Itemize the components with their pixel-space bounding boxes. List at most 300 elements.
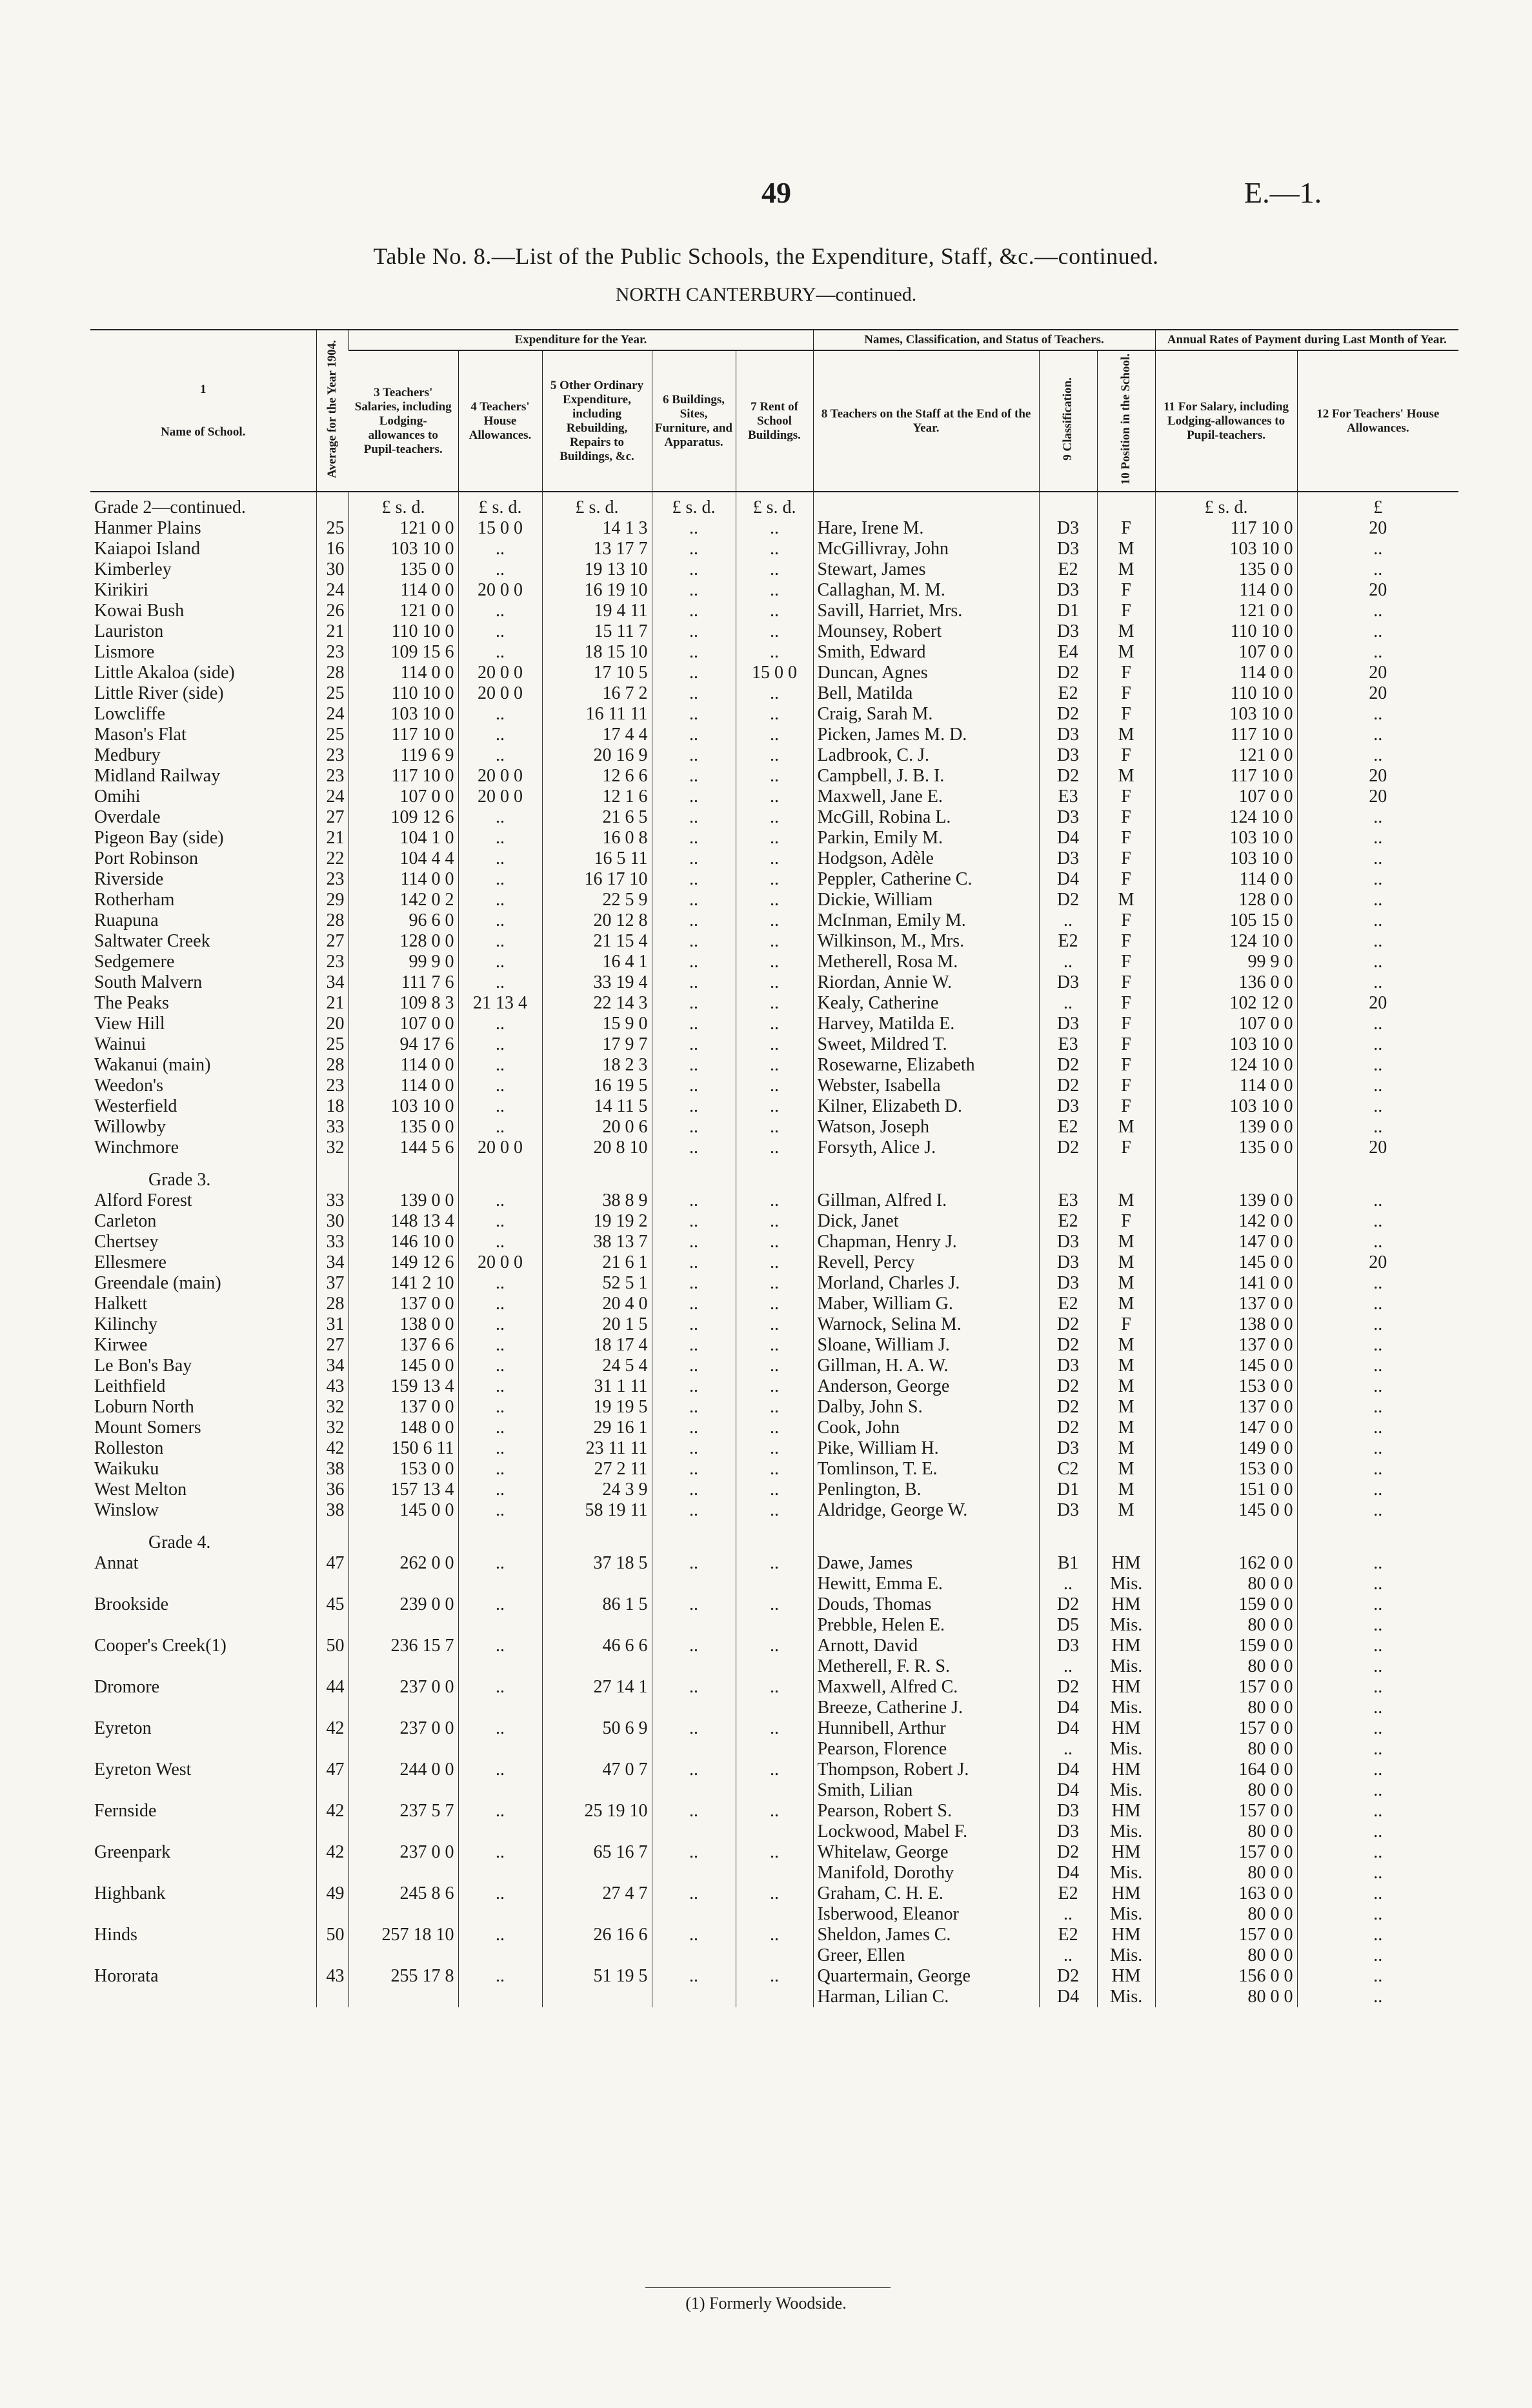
house-allowance-value: .. [458,848,542,869]
buildings-value [652,1739,736,1760]
rent-value: .. [736,972,813,993]
average-attendance: 18 [316,1096,348,1117]
salary-rate-value: 114 0 0 [1155,663,1297,683]
salaries-value: 94 17 6 [348,1034,458,1055]
teacher-classification: D1 [1039,601,1097,621]
teacher-name: McGill, Robina L. [813,807,1039,828]
teacher-name: Dalby, John S. [813,1397,1039,1418]
school-name: Overdale [94,807,161,828]
house-allowance-value: .. [458,745,542,766]
house-allowance-value: .. [458,931,542,952]
salaries-value: 138 0 0 [348,1314,458,1335]
other-expenditure-value: 16 11 11 [542,704,652,725]
header-average: Average for the Year 1904. [316,330,348,492]
teacher-position: F [1097,704,1155,725]
teacher-position: F [1097,869,1155,890]
average-attendance: 23 [316,952,348,972]
buildings-value: .. [652,1842,736,1863]
units-label: £ s. d. [736,492,813,518]
other-expenditure-value: 21 6 5 [542,807,652,828]
teacher-position: M [1097,621,1155,642]
buildings-value: .. [652,539,736,559]
school-name: Kimberley [94,559,172,580]
school-name: Saltwater Creek [94,931,210,952]
average-attendance: 23 [316,766,348,787]
teacher-position: F [1097,745,1155,766]
teacher-name: Sheldon, James C. [813,1925,1039,1945]
page-number: 49 [761,176,791,209]
buildings-value [652,1574,736,1594]
teacher-name: Pearson, Florence [813,1739,1039,1760]
table-row [90,1500,1458,1521]
table-row [90,1656,1458,1677]
average-attendance: 27 [316,807,348,828]
table-row [90,559,1458,580]
average-attendance [316,1780,348,1801]
other-expenditure-value: 29 16 1 [542,1418,652,1438]
teacher-classification: D2 [1039,704,1097,725]
rent-value: .. [736,704,813,725]
table-row [90,1438,1458,1459]
teacher-position: M [1097,1397,1155,1418]
table-row [90,1418,1458,1438]
house-rate-value: .. [1297,642,1458,663]
teacher-position: M [1097,1376,1155,1397]
salaries-value: 107 0 0 [348,787,458,807]
salaries-value: 110 10 0 [348,621,458,642]
salary-rate-value: 147 0 0 [1155,1418,1297,1438]
teacher-name: McInman, Emily M. [813,910,1039,931]
rent-value [736,1987,813,2007]
teacher-classification: D4 [1039,1718,1097,1739]
other-expenditure-value: 50 6 9 [542,1718,652,1739]
rent-value: .. [736,1718,813,1739]
buildings-value: .. [652,1034,736,1055]
teacher-classification: D3 [1039,1821,1097,1842]
house-rate-value: .. [1297,1966,1458,1987]
salaries-value: 109 12 6 [348,807,458,828]
teacher-name: McGillivray, John [813,539,1039,559]
grade-label: Grade 3. [148,1170,211,1190]
teacher-classification: D2 [1039,663,1097,683]
salary-rate-value: 159 0 0 [1155,1636,1297,1656]
header-rates-group: Annual Rates of Payment during Last Month of Year. [1155,330,1458,350]
schools-table-container [90,329,1458,2291]
teacher-name: Smith, Edward [813,642,1039,663]
rent-value: .. [736,1117,813,1138]
other-expenditure-value: 20 8 10 [542,1138,652,1158]
teacher-position: M [1097,725,1155,745]
buildings-value [652,1987,736,2007]
other-expenditure-value [542,1863,652,1883]
table-row [90,1780,1458,1801]
table-row [90,993,1458,1014]
salaries-value: 121 0 0 [348,518,458,539]
teacher-position: F [1097,601,1155,621]
teacher-classification: D5 [1039,1615,1097,1636]
buildings-value: .. [652,745,736,766]
school-name: Kowai Bush [94,601,185,621]
other-expenditure-value: 27 14 1 [542,1677,652,1698]
teacher-classification: E2 [1039,559,1097,580]
salary-rate-value: 124 10 0 [1155,931,1297,952]
table-row [90,725,1458,745]
house-rate-value: 20 [1297,580,1458,601]
school-name: Lauriston [94,621,164,642]
table-row [90,1904,1458,1925]
salaries-value: 109 8 3 [348,993,458,1014]
rent-value: .. [736,621,813,642]
house-rate-value: .. [1297,1211,1458,1232]
average-attendance: 25 [316,683,348,704]
salary-rate-value: 117 10 0 [1155,518,1297,539]
teacher-position: HM [1097,1883,1155,1904]
house-allowance-value: 20 0 0 [458,1252,542,1273]
school-name [90,1615,316,1636]
teacher-position: F [1097,518,1155,539]
salaries-value [348,1615,458,1636]
buildings-value: .. [652,559,736,580]
school-name [90,1574,316,1594]
units-row [90,492,1458,518]
house-rate-value: .. [1297,1034,1458,1055]
average-attendance: 23 [316,1076,348,1096]
house-rate-value: .. [1297,1480,1458,1500]
other-expenditure-value: 18 2 3 [542,1055,652,1076]
teacher-position: HM [1097,1677,1155,1698]
salary-rate-value: 145 0 0 [1155,1356,1297,1376]
house-allowance-value [458,1945,542,1966]
rent-value: .. [736,1055,813,1076]
teacher-classification: D3 [1039,1801,1097,1821]
salaries-value: 237 0 0 [348,1842,458,1863]
salary-rate-value: 138 0 0 [1155,1314,1297,1335]
other-expenditure-value: 47 0 7 [542,1760,652,1780]
table-row [90,601,1458,621]
house-rate-value: 20 [1297,766,1458,787]
salary-rate-value: 103 10 0 [1155,1034,1297,1055]
salaries-value: 239 0 0 [348,1594,458,1615]
salary-rate-value: 157 0 0 [1155,1677,1297,1698]
table-body [90,492,1458,2007]
teacher-position: F [1097,1314,1155,1335]
rent-value: .. [736,890,813,910]
teacher-name: Dick, Janet [813,1211,1039,1232]
buildings-value: .. [652,787,736,807]
house-allowance-value: .. [458,869,542,890]
buildings-value: .. [652,1760,736,1780]
other-expenditure-value: 38 13 7 [542,1232,652,1252]
salaries-value [348,1863,458,1883]
average-attendance: 29 [316,890,348,910]
header-group-row [90,330,1458,350]
teacher-classification: D4 [1039,869,1097,890]
house-rate-value: .. [1297,1335,1458,1356]
house-allowance-value [458,1863,542,1883]
salaries-value: 257 18 10 [348,1925,458,1945]
salaries-value: 96 6 0 [348,910,458,931]
school-name [90,1739,316,1760]
average-attendance: 45 [316,1594,348,1615]
teacher-classification: E2 [1039,1117,1097,1138]
table-row [90,1232,1458,1252]
salaries-value: 153 0 0 [348,1459,458,1480]
teacher-position: F [1097,1138,1155,1158]
teacher-classification: E2 [1039,1211,1097,1232]
buildings-value: .. [652,1211,736,1232]
school-name: Westerfield [94,1096,177,1117]
average-attendance: 23 [316,869,348,890]
teacher-position: M [1097,1500,1155,1521]
table-row [90,869,1458,890]
teacher-classification: D3 [1039,1438,1097,1459]
school-name: Halkett [94,1294,148,1314]
teacher-position: HM [1097,1925,1155,1945]
salaries-value [348,1904,458,1925]
grade-label: Grade 4. [148,1532,211,1553]
teacher-position: F [1097,931,1155,952]
school-name: Rotherham [94,890,175,910]
buildings-value: .. [652,1718,736,1739]
house-rate-value: .. [1297,1760,1458,1780]
teacher-name: Forsyth, Alice J. [813,1138,1039,1158]
table-row [90,1190,1458,1211]
teacher-classification: D2 [1039,1055,1097,1076]
teacher-name: Isberwood, Eleanor [813,1904,1039,1925]
teacher-position: M [1097,766,1155,787]
buildings-value: .. [652,1376,736,1397]
rent-value: .. [736,642,813,663]
buildings-value: .. [652,1356,736,1376]
teacher-name: Harvey, Matilda E. [813,1014,1039,1034]
teacher-name: Peppler, Catherine C. [813,869,1039,890]
table-row [90,1356,1458,1376]
other-expenditure-value: 14 11 5 [542,1096,652,1117]
teacher-classification: E2 [1039,931,1097,952]
buildings-value: .. [652,1294,736,1314]
other-expenditure-value: 14 1 3 [542,518,652,539]
salaries-value [348,1698,458,1718]
house-rate-value: .. [1297,1718,1458,1739]
house-allowance-value: .. [458,890,542,910]
buildings-value: .. [652,1438,736,1459]
other-expenditure-value: 37 18 5 [542,1553,652,1574]
table-row [90,1718,1458,1739]
table-row [90,828,1458,848]
school-name: Winslow [94,1500,159,1521]
teacher-position: Mis. [1097,1821,1155,1842]
house-rate-value: .. [1297,1780,1458,1801]
house-allowance-value: .. [458,972,542,993]
salary-rate-value: 135 0 0 [1155,559,1297,580]
teacher-classification: D4 [1039,1760,1097,1780]
buildings-value [652,1945,736,1966]
average-attendance: 24 [316,787,348,807]
teacher-classification: D1 [1039,1480,1097,1500]
table-row [90,1677,1458,1698]
house-allowance-value: .. [458,1356,542,1376]
salary-rate-value: 124 10 0 [1155,807,1297,828]
house-allowance-value: 21 13 4 [458,993,542,1014]
average-attendance: 25 [316,518,348,539]
house-allowance-value: 20 0 0 [458,663,542,683]
other-expenditure-value: 13 17 7 [542,539,652,559]
schools-table [90,329,1458,2007]
rent-value: .. [736,1397,813,1418]
rent-value: .. [736,848,813,869]
table-row [90,1594,1458,1615]
teacher-classification: .. [1039,1739,1097,1760]
teacher-position: F [1097,1076,1155,1096]
header-school-name: 1 Name of School. [90,330,316,492]
salaries-value: 255 17 8 [348,1966,458,1987]
teacher-classification: .. [1039,910,1097,931]
teacher-position: M [1097,1294,1155,1314]
average-attendance: 21 [316,828,348,848]
average-attendance [316,1821,348,1842]
teacher-position: F [1097,663,1155,683]
average-attendance: 33 [316,1117,348,1138]
house-rate-value: 20 [1297,993,1458,1014]
other-expenditure-value: 17 9 7 [542,1034,652,1055]
buildings-value: .. [652,1966,736,1987]
house-rate-value: .. [1297,1842,1458,1863]
teacher-name: Riordan, Annie W. [813,972,1039,993]
buildings-value: .. [652,952,736,972]
teacher-classification: .. [1039,952,1097,972]
teacher-name: Callaghan, M. M. [813,580,1039,601]
salary-rate-value: 80 0 0 [1155,1574,1297,1594]
teacher-classification: D4 [1039,1698,1097,1718]
house-rate-value: .. [1297,1821,1458,1842]
average-attendance: 16 [316,539,348,559]
teacher-position: Mis. [1097,1904,1155,1925]
school-name: Hinds [94,1925,137,1945]
rent-value [736,1780,813,1801]
table-row [90,1397,1458,1418]
rent-value: .. [736,683,813,704]
school-name: Fernside [94,1801,157,1821]
house-allowance-value: .. [458,1055,542,1076]
average-attendance: 23 [316,642,348,663]
rent-value: .. [736,1232,813,1252]
teacher-classification: D3 [1039,807,1097,828]
teacher-classification: D3 [1039,518,1097,539]
salary-rate-value: 114 0 0 [1155,869,1297,890]
other-expenditure-value [542,1904,652,1925]
house-rate-value: .. [1297,1356,1458,1376]
house-rate-value: .. [1297,1574,1458,1594]
buildings-value: .. [652,1594,736,1615]
header-buildings: 6 Buildings, Sites, Furniture, and Apparatus. [652,350,736,492]
house-allowance-value: .. [458,1801,542,1821]
teacher-position: F [1097,1014,1155,1034]
salary-rate-value: 137 0 0 [1155,1397,1297,1418]
rent-value: .. [736,1335,813,1356]
school-name [90,1780,316,1801]
buildings-value [652,1615,736,1636]
teacher-classification: B1 [1039,1553,1097,1574]
average-attendance: 25 [316,725,348,745]
house-rate-value: .. [1297,1636,1458,1656]
teacher-name: Maxwell, Alfred C. [813,1677,1039,1698]
house-allowance-value [458,1821,542,1842]
buildings-value [652,1656,736,1677]
table-row [90,1117,1458,1138]
teacher-position: F [1097,828,1155,848]
teacher-name: Kilner, Elizabeth D. [813,1096,1039,1117]
buildings-value: .. [652,1553,736,1574]
school-name: Kirwee [94,1335,148,1356]
salaries-value: 107 0 0 [348,1014,458,1034]
house-allowance-value: .. [458,725,542,745]
teacher-name: Breeze, Catherine J. [813,1698,1039,1718]
average-attendance: 30 [316,559,348,580]
rent-value: .. [736,1438,813,1459]
rent-value: .. [736,807,813,828]
house-rate-value: .. [1297,1801,1458,1821]
salaries-value: 148 0 0 [348,1418,458,1438]
teacher-name: Manifold, Dorothy [813,1863,1039,1883]
house-rate-value: .. [1297,1190,1458,1211]
salaries-value: 244 0 0 [348,1760,458,1780]
school-name: Eyreton [94,1718,152,1739]
rent-value: .. [736,1356,813,1376]
rent-value [736,1656,813,1677]
rent-value: .. [736,993,813,1014]
salary-rate-value: 149 0 0 [1155,1438,1297,1459]
salaries-value: 117 10 0 [348,725,458,745]
school-name: Kaiapoi Island [94,539,201,559]
average-attendance: 32 [316,1418,348,1438]
table-row [90,1096,1458,1117]
teacher-name: Hare, Irene M. [813,518,1039,539]
rent-value: .. [736,1294,813,1314]
school-name: Highbank [94,1883,166,1904]
buildings-value: .. [652,1500,736,1521]
school-name: Little Akaloa (side) [94,663,235,683]
salaries-value: 135 0 0 [348,1117,458,1138]
house-rate-value: .. [1297,807,1458,828]
school-name: Ellesmere [94,1252,166,1273]
salaries-value: 149 12 6 [348,1252,458,1273]
average-attendance: 28 [316,910,348,931]
house-allowance-value: .. [458,828,542,848]
house-allowance-value: .. [458,952,542,972]
house-allowance-value: .. [458,1117,542,1138]
teacher-classification: D2 [1039,1418,1097,1438]
rent-value: .. [736,601,813,621]
salary-rate-value: 157 0 0 [1155,1801,1297,1821]
house-rate-value: .. [1297,1863,1458,1883]
school-name: Mason's Flat [94,725,186,745]
house-rate-value: .. [1297,1987,1458,2007]
salary-rate-value: 80 0 0 [1155,1945,1297,1966]
teacher-position: F [1097,848,1155,869]
salary-rate-value: 117 10 0 [1155,766,1297,787]
table-row [90,1842,1458,1863]
salaries-value: 145 0 0 [348,1356,458,1376]
header-teachers: 8 Teachers on the Staff at the End of the Year. [813,350,1039,492]
table-row [90,1801,1458,1821]
table-title: Table No. 8.—List of the Public Schools, the Expenditure, Staff, &c.—continued. [373,243,1159,269]
house-allowance-value [458,1615,542,1636]
rent-value [736,1574,813,1594]
school-name: Wainui [94,1034,146,1055]
house-rate-value: .. [1297,1553,1458,1574]
house-allowance-value: .. [458,1376,542,1397]
other-expenditure-value: 46 6 6 [542,1636,652,1656]
